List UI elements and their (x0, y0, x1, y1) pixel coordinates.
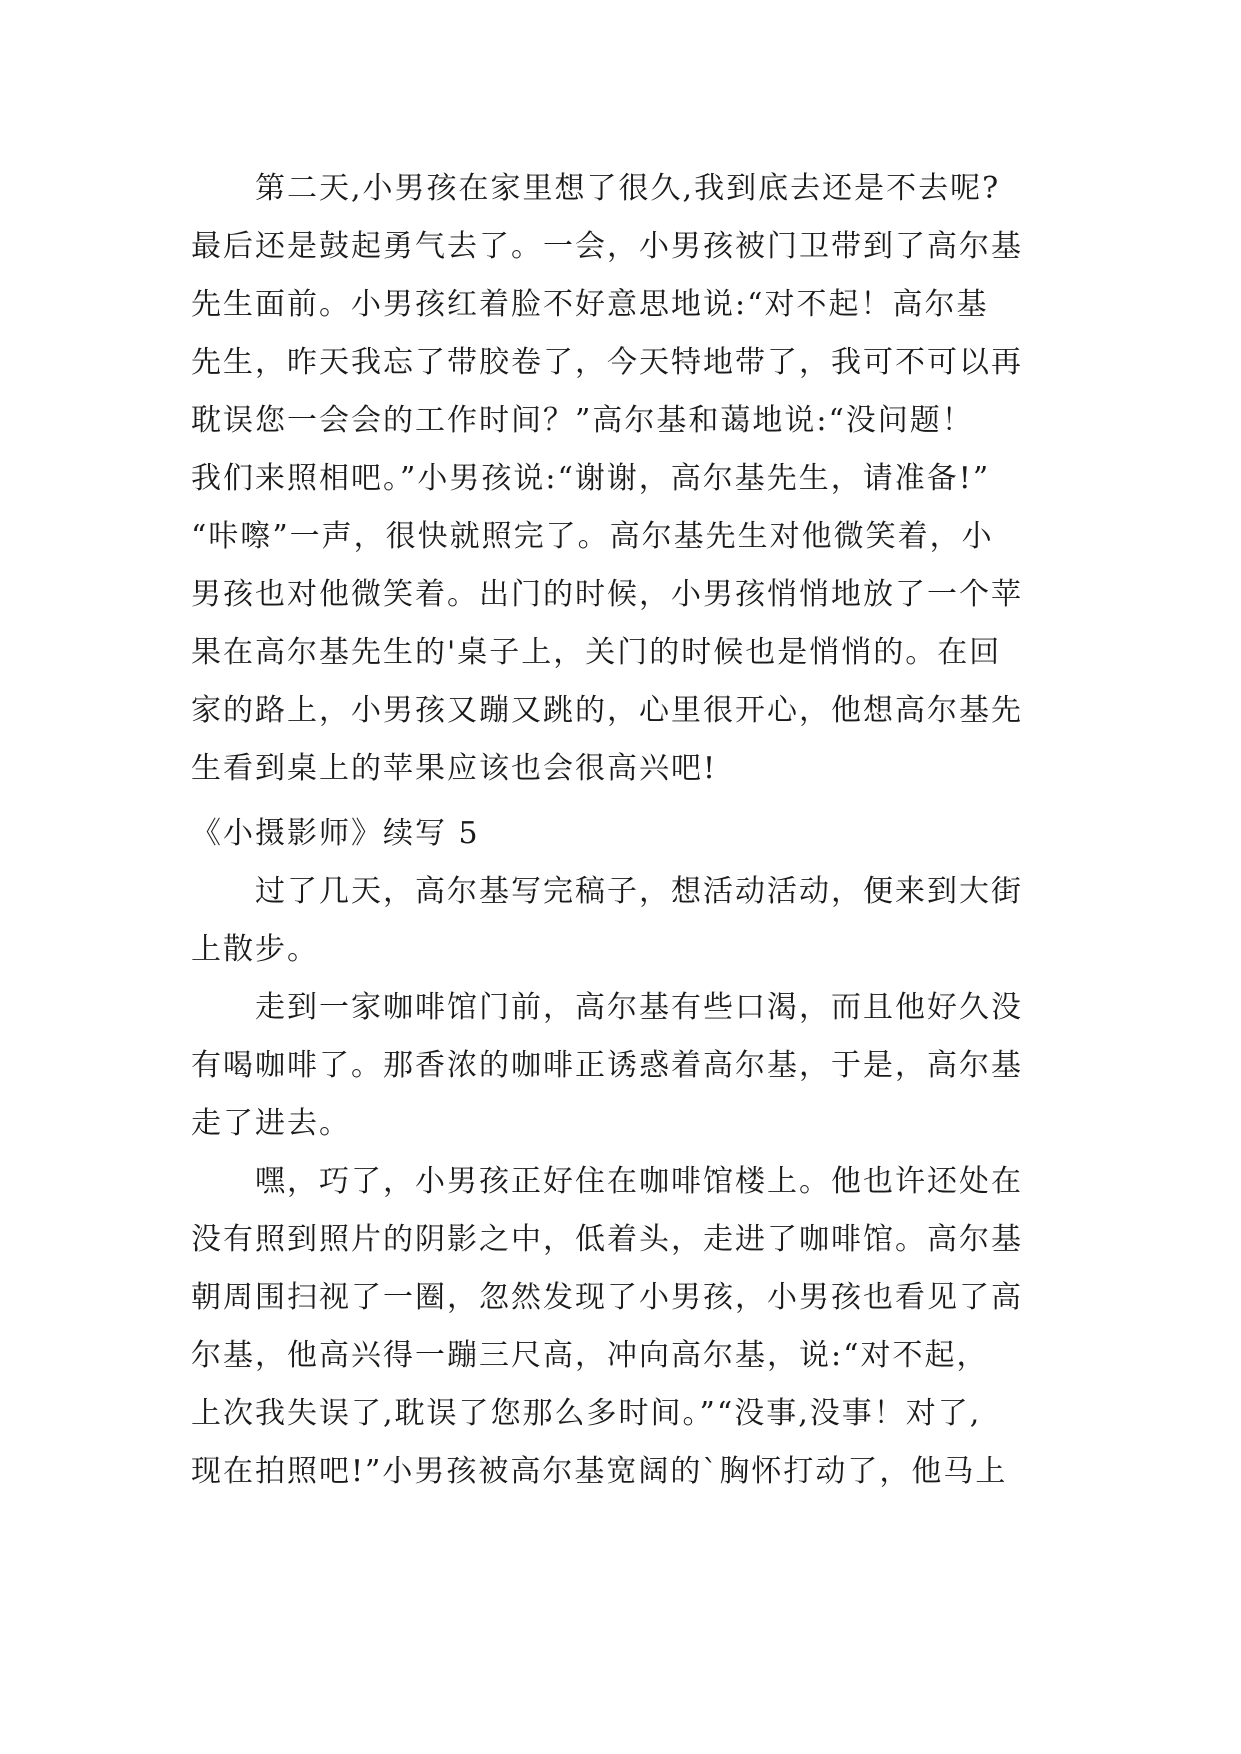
story-section-5 (191, 805, 1071, 1501)
text-line: 朝周围扫视了一圈，忽然发现了小男孩，小男孩也看见了高 (191, 1280, 1023, 1315)
story-paragraph-1 (191, 160, 1071, 798)
text-line: 耽误您一会会的工作时间？”高尔基和蔼地说:“没问题！ (191, 403, 974, 438)
text-line: 没有照到照片的阴影之中，低着头，走进了咖啡馆。高尔基 (191, 1222, 1023, 1257)
text-line: 先生面前。小男孩红着脸不好意思地说:“对不起！高尔基 (191, 287, 989, 322)
text-line: 上次我失误了,耽误了您那么多时间。”“没事,没事！对了, (191, 1396, 982, 1431)
text-line: 第二天,小男孩在家里想了很久,我到底去还是不去呢? (255, 171, 1001, 206)
text-line: 尔基，他高兴得一蹦三尺高，冲向高尔基，说:“对不起， (191, 1338, 989, 1373)
text-line: 嘿，巧了，小男孩正好住在咖啡馆楼上。他也许还处在 (255, 1164, 1023, 1199)
text-line: 上散步。 (191, 932, 319, 967)
text-line: 有喝咖啡了。那香浓的咖啡正诱惑着高尔基，于是，高尔基 (191, 1048, 1023, 1083)
text-line: 过了几天，高尔基写完稿子，想活动活动，便来到大街 (255, 874, 1023, 909)
text-line: 最后还是鼓起勇气去了。一会，小男孩被门卫带到了高尔基 (191, 229, 1023, 264)
text-line: 先生，昨天我忘了带胶卷了，今天特地带了，我可不可以再 (191, 345, 1023, 380)
text-line: 走了进去。 (191, 1106, 351, 1141)
text-line: 果在高尔基先生的'桌子上，关门的时候也是悄悄的。在回 (191, 635, 1002, 670)
text-line: 走到一家咖啡馆门前，高尔基有些口渴，而且他好久没 (255, 990, 1023, 1025)
text-line: 生看到桌上的苹果应该也会很高兴吧! (191, 751, 718, 786)
text-line: 家的路上，小男孩又蹦又跳的，心里很开心，他想高尔基先 (191, 693, 1023, 728)
text-line: 现在拍照吧!”小男孩被高尔基宽阔的`胸怀打动了，他马上 (191, 1454, 1008, 1489)
text-line: 男孩也对他微笑着。出门的时候，小男孩悄悄地放了一个苹 (191, 577, 1023, 612)
text-line: “咔嚓”一声，很快就照完了。高尔基先生对他微笑着，小 (191, 519, 994, 554)
text-line: 我们来照相吧。”小男孩说:“谢谢，高尔基先生，请准备!” (191, 461, 991, 496)
section-heading: 《小摄影师》续写 5 (191, 816, 480, 851)
